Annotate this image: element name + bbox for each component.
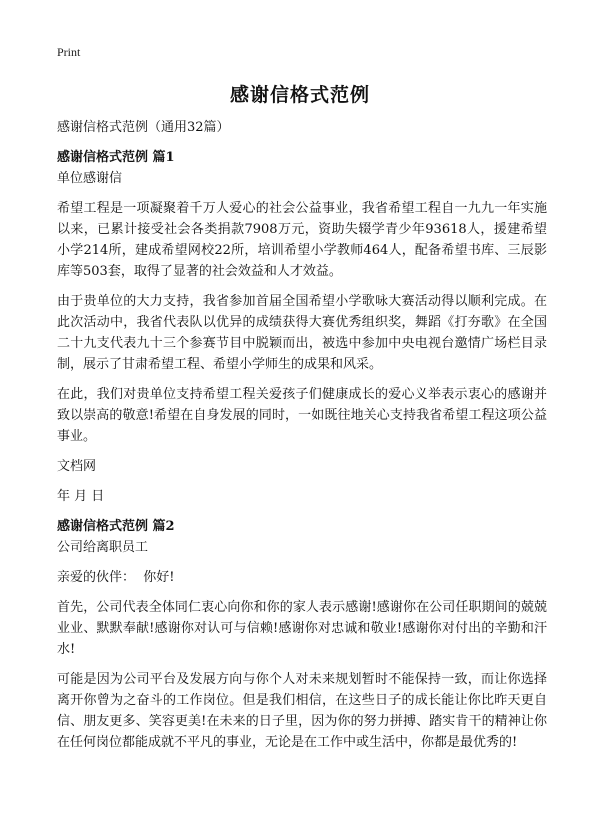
paragraph: 希望工程是一项凝聚着千万人爱心的社会公益事业，我省希望工程自一九九一年实施以来，已累计接受社会各类捐款7908万元，资助失辍学青少年93618人，援建希望小学214所，建成希望网校22所，培训希望小学教师464人，配备希望书库、三辰影库等503套，取得了显著的社会效益和人才效益。 (57, 201, 547, 279)
page-title: 感谢信格式范例 (229, 84, 370, 106)
paragraph: 可能是因为公司平台及发展方向与你个人对未来规划暂时不能保持一致，而让你选择离开你曾为之奋斗的工作岗位。但是我们相信，在这些日子的成长能让你比昨天更自信、朋友更多、笑容更美!在未来的日子里，因为你的努力拼搏、踏实肯干的精神让你在任何岗位都能成就不平凡的事业，无论是在工作中或生活中，你都是最优秀的! (57, 672, 547, 750)
greeting: 亲爱的伙伴： 你好! (57, 570, 175, 585)
section-2 (57, 516, 547, 753)
paragraph: 首先，公司代表全体同仁衷心向你和你的家人表示感谢!感谢你在公司任职期间的兢兢业业、默默奉献!感谢你对认可与信赖!感谢你对忠诚和敬业!感谢你对付出的辛勤和汗水! (57, 600, 547, 657)
signature: 文档网 (57, 459, 97, 474)
section-recipient: 单位感谢信 (57, 171, 123, 186)
date-line: 年 月 日 (57, 489, 105, 504)
paragraph: 由于贵单位的大力支持，我省参加首届全国希望小学歌咏大赛活动得以顺利完成。在此次活动中，我省代表队以优异的成绩获得大赛优秀组织奖，舞蹈《打夯歌》在全国二十九支代表九十三个参赛节目中脱颖而出，被选中参加中央电视台邀情广场栏目录制，展示了甘肃希望工程、希望小学师生的成果和风采。 (57, 294, 547, 372)
section-1 (57, 147, 547, 507)
section-heading: 感谢信格式范例 篇2 (57, 519, 175, 534)
paragraph: 在此，我们对贵单位支持希望工程关爱孩子们健康成长的爱心义举表示衷心的感谢并致以崇高的敬意!希望在自身发展的同时，一如既往地关心支持我省希望工程这项公益事业。 (57, 387, 547, 444)
print-label: Print (57, 45, 81, 59)
document-body (57, 117, 547, 762)
document-subtitle: 感谢信格式范例（通用32篇） (57, 120, 230, 135)
section-recipient: 公司给离职员工 (57, 540, 149, 555)
section-heading: 感谢信格式范例 篇1 (57, 150, 175, 165)
